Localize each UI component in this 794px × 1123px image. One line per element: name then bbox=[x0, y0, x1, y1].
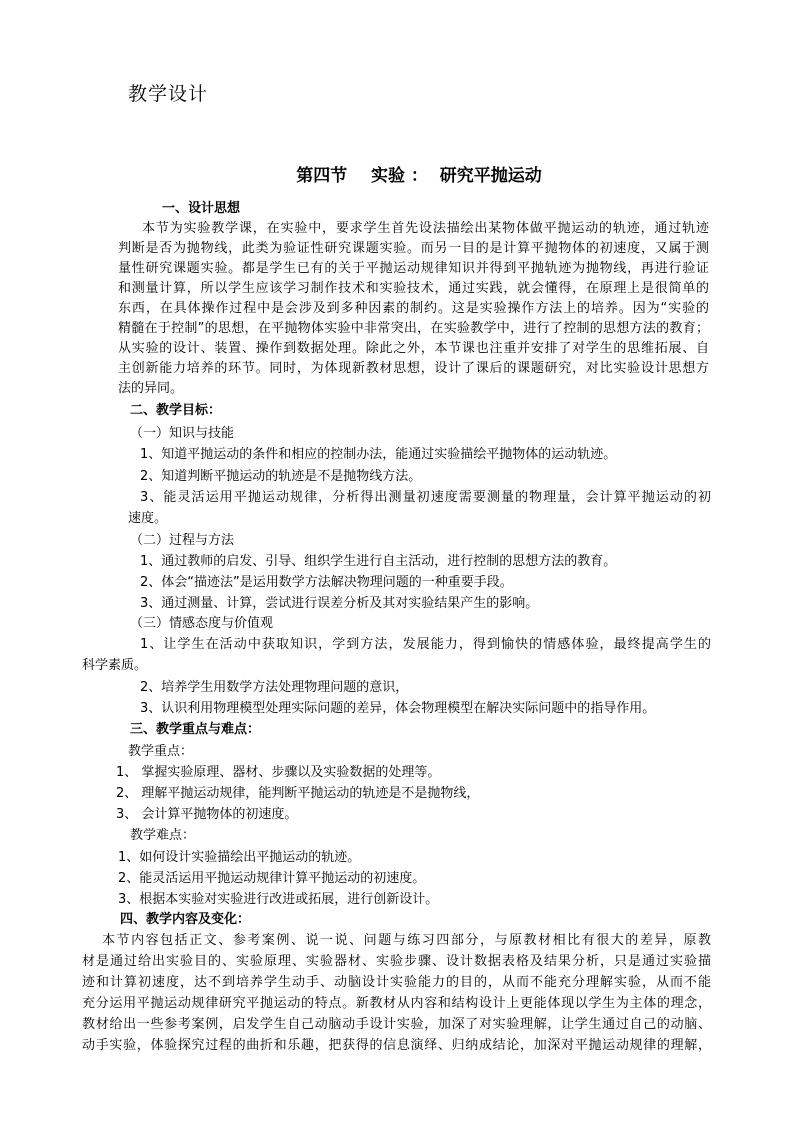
paragraph-line: 判断是否为抛物线，此类为验证性研究课题实验。而另一目的是计算平抛物体的初速度，又属于测 bbox=[118, 241, 709, 256]
list-item: 3、根据本实验对实验进行改进或拓展，进行创新设计。 bbox=[118, 892, 439, 907]
paragraph-line: 和测量计算，所以学生应该学习制作技术和实验技术，通过实践，就会懂得，在原理上是很简单的 bbox=[118, 281, 709, 296]
section-heading-design-idea: 一、设计思想 bbox=[162, 201, 241, 216]
list-item: 3、认识利用物理模型处理实际问题的差异，体会物理模型在解决实际问题中的指导作用。 bbox=[140, 701, 656, 716]
list-item: 2、 理解平抛运动规律，能判断平抛运动的轨迹是不是抛物线， bbox=[116, 786, 480, 801]
paragraph-line: 教材给出一些参考案例，启发学生自己动脑动手设计实验，加深了对实验理解，让学生通过自己的动脑、 bbox=[82, 1017, 711, 1032]
subsection-heading: （一）知识与技能 bbox=[130, 426, 235, 441]
paragraph-line: 精髓在于控制”的思想，在平抛物体实验中非常突出，在实验教学中，进行了控制的思想方法的教育； bbox=[118, 321, 709, 336]
paragraph-line: 量性研究课题实验。都是学生已有的关于平抛运动规律知识并得到平抛轨迹为抛物线，再进行验证 bbox=[118, 261, 709, 276]
paragraph-line: 材是通过给出实验目的、实验原理、实验器材、实验步骤、设计数据表格及结果分析，只是通过实验描 bbox=[82, 954, 711, 969]
difficulties-label: 教学难点： bbox=[130, 828, 196, 843]
list-item: 1、如何设计实验描绘出平抛运动的轨迹。 bbox=[118, 850, 361, 865]
list-item: 2、培养学生用数学方法处理物理问题的意识， bbox=[140, 680, 409, 695]
paragraph-line: 本节内容包括正文、参考案例、说一说、问题与练习四部分，与原教材相比有很大的差异，原教 bbox=[102, 933, 711, 948]
paragraph-line: 东西，在具体操作过程中是会涉及到多种因素的制约。这是实验操作方法上的培养。因为“实验的 bbox=[118, 301, 709, 316]
list-item: 1、通过教师的启发、引导、组织学生进行自主活动，进行控制的思想方法的教育。 bbox=[140, 554, 617, 569]
list-item: 1、让学生在活动中获取知识，学到方法，发展能力，得到愉快的情感体验，最终提高学生的 bbox=[140, 637, 711, 652]
document-title: 第四节 实验 ： 研究平抛运动 bbox=[296, 166, 542, 186]
list-item: 2、能灵活运用平抛运动规律计算平抛运动的初速度。 bbox=[118, 871, 426, 886]
list-item: 2、体会“描迹法”是运用数学方法解决物理问题的一种重要手段。 bbox=[140, 575, 513, 590]
paragraph-line: 从实验的设计、装置、操作到数据处理。除此之外，本节课也注重并安排了对学生的思维拓展、自 bbox=[118, 341, 709, 356]
list-item: 2、知道判断平抛运动的轨迹是不是抛物线方法。 bbox=[140, 469, 422, 484]
list-item: 3、能灵活运用平抛运动规律，分析得出测量初速度需要测量的物理量，会计算平抛运动的初 bbox=[140, 490, 711, 505]
paragraph-line: 主创新能力培养的环节。同时，为体现新教材思想，设计了课后的课题研究，对比实验设计思想方 bbox=[118, 361, 709, 376]
list-item: 1、知道平抛运动的条件和相应的控制办法，能通过实验描绘平抛物体的运动轨迹。 bbox=[140, 447, 617, 462]
list-item-continuation: 速度。 bbox=[128, 511, 168, 526]
list-item: 3、通过测量、计算，尝试进行误差分析及其对实验结果产生的影响。 bbox=[140, 596, 539, 611]
section-heading-objectives: 二、教学目标： bbox=[130, 403, 222, 418]
paragraph-line: 本节为实验教学课，在实验中，要求学生首先设法描绘出某物体做平抛运动的轨迹，通过轨迹 bbox=[142, 221, 709, 236]
list-item-continuation: 科学素质。 bbox=[82, 658, 148, 673]
list-item: 3、 会计算平抛物体的初速度。 bbox=[116, 807, 298, 822]
key-points-label: 教学重点： bbox=[128, 744, 194, 759]
paragraph-line: 法的异同。 bbox=[118, 381, 184, 396]
paragraph-line: 充分运用平抛运动规律研究平抛运动的特点。新教材从内容和结构设计上更能体现以学生为主体的理念， bbox=[82, 996, 711, 1011]
paragraph-line: 迹和计算初速度，达不到培养学生动手、动脑设计实验能力的目的，从而不能充分理解实验，从而不能 bbox=[82, 975, 711, 990]
list-item: 1、 掌握实验原理、器材、步骤以及实验数据的处理等。 bbox=[116, 765, 441, 780]
section-heading-key-points: 三、教学重点与难点： bbox=[130, 722, 261, 737]
header-title: 教学设计 bbox=[128, 83, 209, 105]
section-heading-content-changes: 四、教学内容及变化： bbox=[120, 912, 251, 927]
subsection-heading: （三）情感态度与价值观 bbox=[130, 616, 274, 631]
subsection-heading: （二）过程与方法 bbox=[130, 533, 235, 548]
paragraph-line: 动手实验，体验探究过程的曲折和乐趣，把获得的信息演绎、归纳成结论，加深对平抛运动规律的理解， bbox=[82, 1038, 711, 1053]
